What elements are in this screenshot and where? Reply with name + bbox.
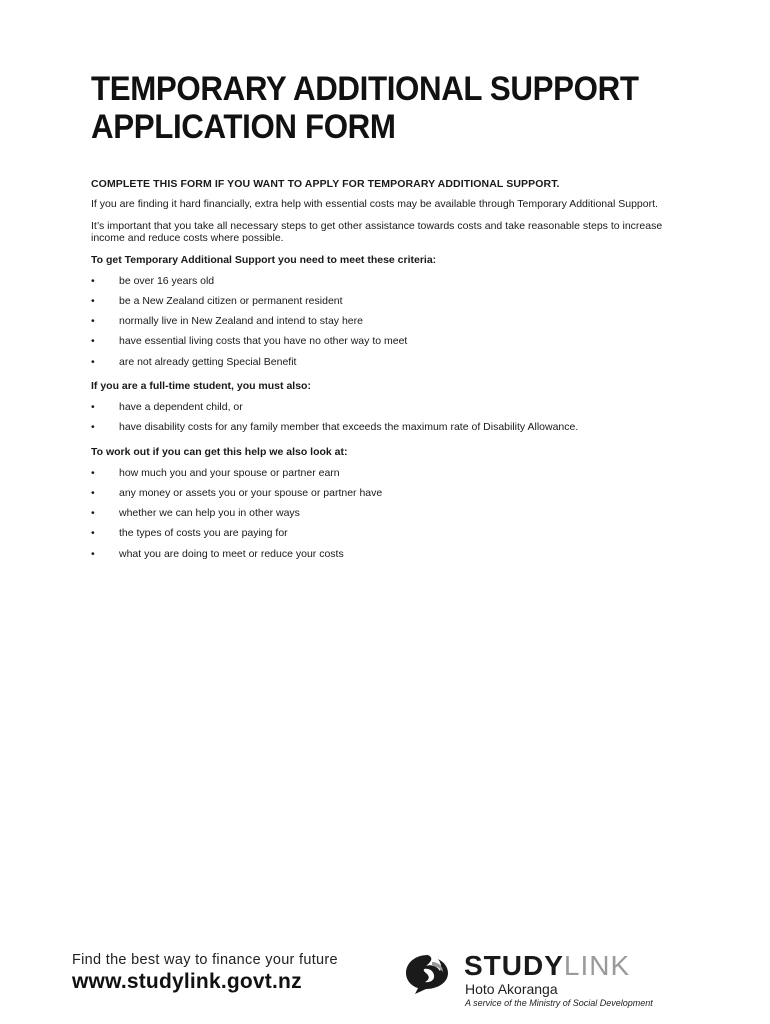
- list-item-text: whether we can help you in other ways: [119, 507, 300, 520]
- intro-paragraph-2: It’s important that you take all necessary steps to get other assistance towards costs and take reasonable steps to increase income and reduce costs where possible.: [91, 219, 663, 244]
- bullet-icon: •: [91, 507, 95, 520]
- student-list: [91, 401, 671, 442]
- list-item: [91, 507, 671, 527]
- list-item-text: have disability costs for any family member that exceeds the maximum rate of Disability Allowance.: [119, 421, 579, 434]
- form-intro-content: [91, 178, 671, 572]
- title-line-2: APPLICATION FORM: [91, 108, 396, 146]
- list-item: [91, 335, 671, 355]
- list-item: [91, 401, 671, 421]
- list-item-text: have a dependent child, or: [119, 400, 243, 413]
- bullet-icon: •: [91, 466, 95, 479]
- list-item: [91, 275, 671, 295]
- title-line-1: TEMPORARY ADDITIONAL SUPPORT: [91, 70, 639, 108]
- brand-link: LINK: [563, 950, 631, 981]
- brand-wordmark: [464, 950, 630, 982]
- list-item-text: normally live in New Zealand and intend to stay here: [119, 315, 363, 328]
- bullet-icon: •: [91, 421, 95, 434]
- list-item-text: the types of costs you are paying for: [119, 527, 288, 540]
- brand-study: STUDY: [464, 950, 564, 981]
- assessment-list: [91, 467, 671, 568]
- list-item: [91, 295, 671, 315]
- list-item: [91, 356, 671, 376]
- list-item-text: are not already getting Special Benefit: [119, 355, 297, 368]
- bullet-icon: •: [91, 335, 95, 348]
- bullet-icon: •: [91, 355, 95, 368]
- list-item-text: have essential living costs that you have no other way to meet: [119, 335, 408, 348]
- criteria-heading: To get Temporary Additional Support you need to meet these criteria:: [91, 253, 437, 266]
- studylink-logo: [402, 950, 702, 1010]
- student-heading: If you are a full-time student, you must also:: [91, 379, 311, 392]
- bullet-icon: •: [91, 315, 95, 328]
- list-item: [91, 467, 671, 487]
- footer-tagline: Find the best way to finance your future: [72, 952, 338, 968]
- brand-service-line: A service of the Ministry of Social Development: [465, 998, 653, 1008]
- studylink-swirl-icon: [402, 952, 454, 996]
- list-item: [91, 421, 671, 441]
- list-item-text: be a New Zealand citizen or permanent resident: [119, 294, 343, 307]
- bullet-icon: •: [91, 486, 95, 499]
- bullet-icon: •: [91, 274, 95, 287]
- list-item-text: what you are doing to meet or reduce your costs: [119, 547, 344, 560]
- assessment-heading: To work out if you can get this help we also look at:: [91, 445, 348, 458]
- bullet-icon: •: [91, 527, 95, 540]
- bullet-icon: •: [91, 294, 95, 307]
- intro-heading: COMPLETE THIS FORM IF YOU WANT TO APPLY FOR TEMPORARY ADDITIONAL SUPPORT.: [91, 178, 560, 190]
- website-link[interactable]: www.studylink.govt.nz: [72, 970, 302, 993]
- page-title: [91, 70, 661, 146]
- list-item-text: any money or assets you or your spouse or partner have: [119, 486, 383, 499]
- list-item-text: how much you and your spouse or partner earn: [119, 466, 340, 479]
- list-item: [91, 527, 671, 547]
- criteria-list: [91, 275, 671, 376]
- list-item: [91, 315, 671, 335]
- list-item: [91, 487, 671, 507]
- footer-promo: [72, 951, 338, 995]
- list-item: [91, 548, 671, 568]
- intro-paragraph-1: If you are finding it hard financially, extra help with essential costs may be available through Temporary Additional Support.: [91, 198, 658, 210]
- brand-maori-name: Hoto Akoranga: [465, 981, 558, 997]
- bullet-icon: •: [91, 547, 95, 560]
- list-item-text: be over 16 years old: [119, 274, 215, 287]
- bullet-icon: •: [91, 400, 95, 413]
